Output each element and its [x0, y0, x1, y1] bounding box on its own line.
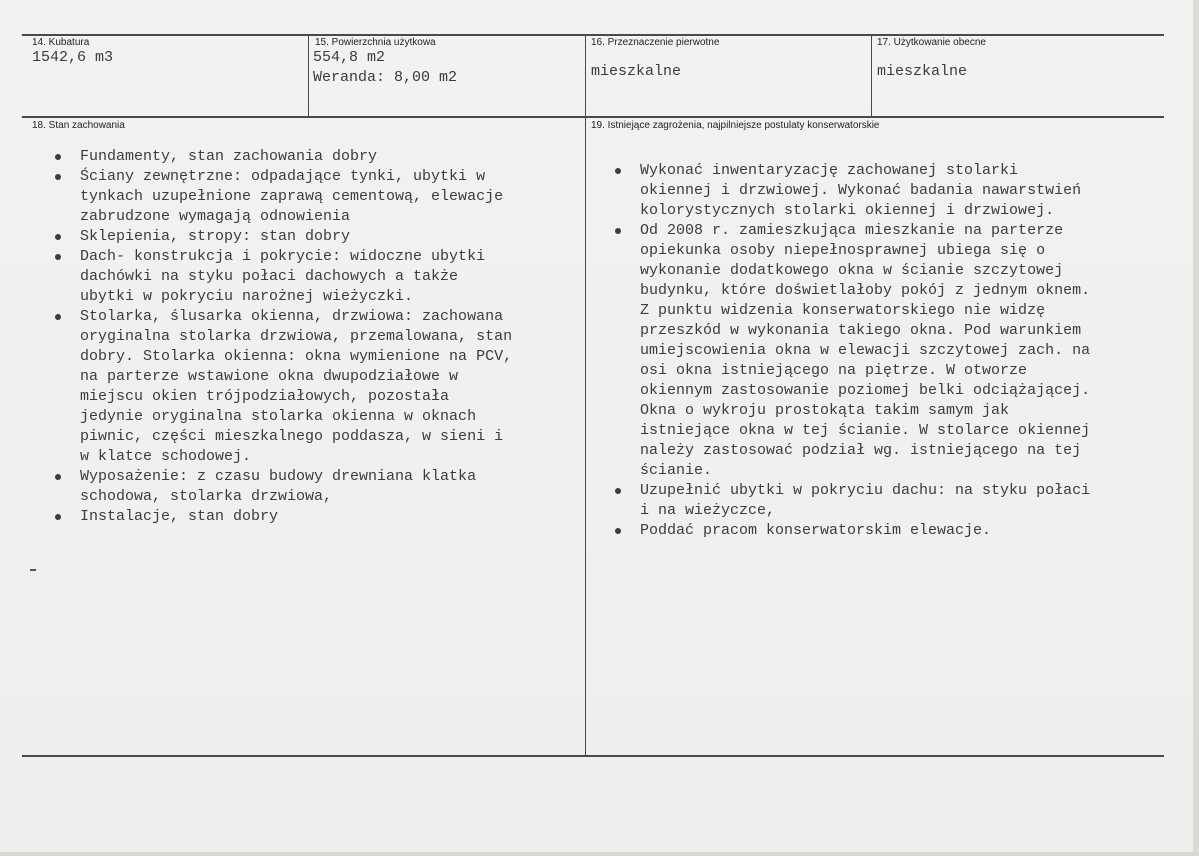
scan-edge-right: [1193, 0, 1199, 856]
list-line: zabrudzone wymagają odnowienia: [80, 208, 351, 225]
column-divider-2: [585, 35, 586, 756]
list-item: [53, 467, 581, 507]
top-border-line: [22, 34, 1164, 36]
list-item: [53, 507, 581, 527]
list-line: ścianie.: [640, 462, 713, 479]
bottom-border-line: [22, 755, 1164, 757]
list-line: wykonanie dodatkowego okna w ścianie szczytowej: [640, 262, 1064, 279]
list-line: Wyposażenie: z czasu budowy drewniana klatka: [80, 468, 477, 485]
powierzchnia-label: 15. Powierzchnia użytkowa: [315, 37, 436, 48]
list-item: [613, 481, 1161, 521]
przeznaczenie-label: 16. Przeznaczenie pierwotne: [591, 37, 720, 48]
list-line: kolorystycznych stolarki okiennej i drzwiowej.: [640, 202, 1055, 219]
list-item: [53, 247, 581, 307]
list-line: okiennej i drzwiowej. Wykonać badania nawarstwień: [640, 182, 1082, 199]
list-line: tynkach uzupełnione zaprawą cementową, elewacje: [80, 188, 504, 205]
list-line: dachówki na styku połaci dachowych a także: [80, 268, 459, 285]
list-line: umiejscowienia okna w elewacji szczytowej zach. na: [640, 342, 1091, 359]
list-line: Sklepienia, stropy: stan dobry: [80, 228, 351, 245]
list-line: istniejące okna w tej ścianie. W stolarce okiennej: [640, 422, 1091, 439]
zagrozenia-label: 19. Istniejące zagrożenia, najpilniejsze postulaty konserwatorskie: [591, 120, 880, 131]
przeznaczenie-value: mieszkalne: [591, 63, 682, 80]
list-line: Stolarka, ślusarka okienna, drzwiowa: zachowana: [80, 308, 504, 325]
list-line: i na wieżyczce,: [640, 502, 776, 519]
list-item: [53, 147, 581, 167]
list-line: Poddać pracom konserwatorskim elewacje.: [640, 522, 992, 539]
list-line: przeszkód w wykonania takiego okna. Pod warunkiem: [640, 322, 1082, 339]
list-line: okiennym zastosowanie poziomej belki odciążającej.: [640, 382, 1091, 399]
list-line: na parterze wstawione okna dwupodziałowe w: [80, 368, 459, 385]
kubatura-value: 1542,6 m3: [32, 49, 114, 66]
list-line: w klatce schodowej.: [80, 448, 252, 465]
list-line: budynku, które doświetlałoby pokój z jednym oknem.: [640, 282, 1091, 299]
kubatura-label: 14. Kubatura: [32, 37, 90, 48]
list-line: Okna o wykroju prostokąta takim samym jak: [640, 402, 1010, 419]
list-line: Z punktu widzenia konserwatorskiego nie widzę: [640, 302, 1046, 319]
column-divider-3: [871, 35, 872, 117]
stan-zachowania-label: 18. Stan zachowania: [32, 120, 125, 131]
list-line: Instalacje, stan dobry: [80, 508, 279, 525]
list-line: należy zastosować podział wg. istniejącego na tej: [640, 442, 1082, 459]
powierzchnia-value: 554,8 m2: [313, 49, 386, 66]
uzytkowanie-label: 17. Użytkowanie obecne: [877, 37, 986, 48]
stray-dash-mark: [30, 569, 36, 571]
list-line: Wykonać inwentaryzację zachowanej stolarki: [640, 162, 1019, 179]
list-line: Od 2008 r. zamieszkująca mieszkanie na parterze: [640, 222, 1064, 239]
list-line: osi okna istniejącego na piętrze. W otworze: [640, 362, 1028, 379]
zagrozenia-list: [613, 161, 1161, 541]
list-line: miejscu okien trójpodziałowych, pozostała: [80, 388, 450, 405]
list-line: schodowa, stolarka drzwiowa,: [80, 488, 333, 505]
weranda-value: Weranda: 8,00 m2: [313, 69, 458, 86]
stan-zachowania-list: [53, 147, 581, 527]
list-item: [613, 161, 1161, 221]
list-line: opiekunka osoby niepełnosprawnej ubiega się o: [640, 242, 1046, 259]
list-line: Fundamenty, stan zachowania dobry: [80, 148, 378, 165]
list-line: piwnic, części mieszkalnego poddasza, w sieni i: [80, 428, 504, 445]
list-line: jedynie oryginalna stolarka okienna w oknach: [80, 408, 477, 425]
list-line: Uzupełnić ubytki w pokryciu dachu: na styku połaci: [640, 482, 1091, 499]
scan-edge-bottom: [0, 852, 1199, 856]
list-line: Ściany zewnętrzne: odpadające tynki, ubytki w: [80, 168, 486, 185]
list-line: ubytki w pokryciu narożnej wieżyczki.: [80, 288, 414, 305]
list-item: [613, 221, 1161, 481]
uzytkowanie-value: mieszkalne: [877, 63, 968, 80]
column-divider-1: [308, 35, 309, 117]
list-item: [613, 521, 1161, 541]
row-divider-line: [22, 116, 1164, 118]
list-line: dobry. Stolarka okienna: okna wymienione na PCV,: [80, 348, 513, 365]
list-item: [53, 227, 581, 247]
list-line: oryginalna stolarka drzwiowa, przemalowana, stan: [80, 328, 513, 345]
list-item: [53, 307, 581, 467]
list-line: Dach- konstrukcja i pokrycie: widoczne ubytki: [80, 248, 486, 265]
list-item: [53, 167, 581, 227]
